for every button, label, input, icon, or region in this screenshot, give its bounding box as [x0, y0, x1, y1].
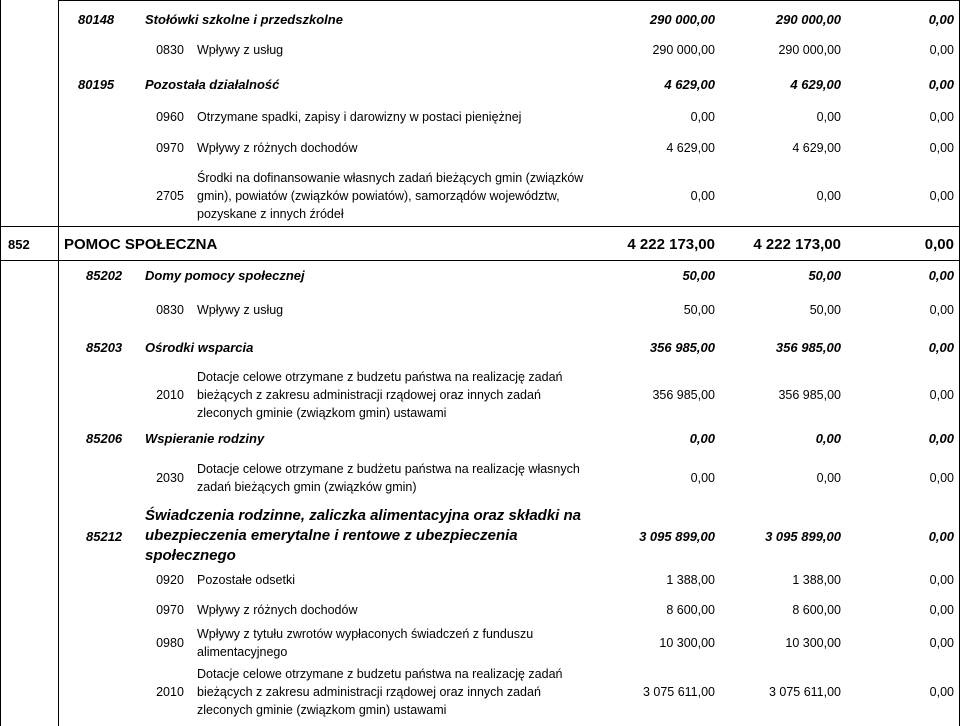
value-executed: 290 000,00 [778, 43, 841, 57]
value-plan: 1 388,00 [666, 573, 715, 587]
value-executed: 4 629,00 [792, 141, 841, 155]
value-executed: 290 000,00 [775, 11, 841, 27]
row-name: Wpływy z usług [197, 303, 284, 317]
row-code: 2010 [156, 388, 184, 402]
value-plan: 290 000,00 [649, 11, 715, 27]
row-name: Domy pomocy społecznej [145, 267, 305, 283]
row-name: Dotacje celowe otrzymane z budżetu państwa na realizację własnych zadań bieżących gmin (związków gmin) [197, 462, 580, 494]
row-name: Środki na dofinansowanie własnych zadań bieżących gmin (związków gmin), powiatów (związków powiatów), samorządów województw, pozyskane z innych źródeł [197, 171, 584, 221]
row-name: Wpływy z tytułu zwrotów wypłaconych świadczeń z funduszu alimentacyjnego [197, 627, 534, 659]
value-executed: 0,00 [816, 471, 841, 485]
value-executed: 1 388,00 [792, 573, 841, 587]
value-plan: 3 075 611,00 [642, 685, 715, 699]
value-difference: 0,00 [929, 303, 954, 317]
value-difference: 0,00 [929, 189, 954, 203]
value-executed: 3 075 611,00 [768, 685, 841, 699]
value-difference: 0,00 [929, 685, 954, 699]
section-line [0, 260, 960, 261]
row-code: 80195 [78, 76, 115, 92]
row-code: 0980 [156, 636, 184, 650]
value-executed: 10 300,00 [785, 636, 841, 650]
value-difference: 0,00 [929, 388, 954, 402]
value-difference: 0,00 [924, 235, 954, 253]
value-difference: 0,00 [929, 471, 954, 485]
row-name: Ośrodki wsparcia [145, 339, 254, 355]
value-executed: 8 600,00 [792, 603, 841, 617]
row-code: 2705 [156, 189, 184, 203]
row-code: 80148 [78, 11, 115, 27]
value-difference: 0,00 [929, 603, 954, 617]
col-divider [58, 0, 59, 726]
row-code: 0970 [156, 603, 184, 617]
value-executed: 356 985,00 [775, 339, 841, 355]
row-code: 2030 [156, 471, 184, 485]
value-difference: 0,00 [928, 11, 954, 27]
row-code: 85202 [86, 267, 123, 283]
value-executed: 4 222 173,00 [753, 235, 841, 253]
row-name: Stołówki szkolne i przedszkolne [145, 11, 343, 27]
value-plan: 4 629,00 [664, 76, 715, 92]
row-code: 0970 [156, 141, 184, 155]
value-difference: 0,00 [928, 528, 954, 544]
row-code: 0960 [156, 110, 184, 124]
value-executed: 0,00 [815, 430, 841, 446]
value-plan: 4 222 173,00 [627, 235, 715, 253]
value-difference: 0,00 [929, 43, 954, 57]
value-plan: 3 095 899,00 [639, 528, 715, 544]
row-code: 0920 [156, 573, 184, 587]
value-plan: 0,00 [690, 189, 715, 203]
value-plan: 50,00 [683, 303, 715, 317]
value-executed: 356 985,00 [778, 388, 841, 402]
value-plan: 356 985,00 [649, 339, 715, 355]
row-code: 0830 [156, 303, 184, 317]
value-difference: 0,00 [929, 573, 954, 587]
row-name: Pozostała działalność [145, 76, 280, 92]
row-name: Świadczenia rodzinne, zaliczka alimentacyjna oraz składki na ubezpieczenia emerytalne i rentowe z ubezpieczenia społecznego [145, 507, 582, 564]
row-name: Wpływy z różnych dochodów [197, 603, 358, 617]
value-difference: 0,00 [928, 339, 954, 355]
value-plan: 290 000,00 [652, 43, 715, 57]
top-border [58, 0, 960, 1]
value-plan: 0,00 [689, 430, 715, 446]
left-border [0, 0, 1, 726]
section-code: 852 [8, 236, 30, 252]
row-name: Wpływy z różnych dochodów [197, 141, 358, 155]
row-name: Dotacje celowe otrzymane z budzetu państwa na realizację zadań bieżących z zakresu administracji rządowej oraz innych zadań zleconych gminie (związkom gmin) ustawami [197, 370, 563, 420]
row-code: 85212 [86, 528, 123, 544]
row-name: Pozostałe odsetki [197, 573, 295, 587]
value-executed: 4 629,00 [790, 76, 841, 92]
row-name: Otrzymane spadki, zapisy i darowizny w postaci pieniężnej [197, 110, 522, 124]
value-plan: 0,00 [690, 471, 715, 485]
value-plan: 10 300,00 [659, 636, 715, 650]
section-name: POMOC SPOŁECZNA [64, 235, 218, 253]
value-difference: 0,00 [928, 76, 954, 92]
value-difference: 0,00 [929, 141, 954, 155]
value-executed: 0,00 [816, 189, 841, 203]
value-plan: 8 600,00 [666, 603, 715, 617]
row-code: 85206 [86, 430, 123, 446]
value-plan: 0,00 [690, 110, 715, 124]
value-difference: 0,00 [928, 267, 954, 283]
row-name: Wspieranie rodziny [145, 430, 265, 446]
value-executed: 3 095 899,00 [765, 528, 841, 544]
value-plan: 4 629,00 [666, 141, 715, 155]
value-difference: 0,00 [929, 636, 954, 650]
value-difference: 0,00 [929, 110, 954, 124]
value-plan: 50,00 [682, 267, 715, 283]
row-code: 2010 [156, 685, 184, 699]
value-plan: 356 985,00 [652, 388, 715, 402]
value-executed: 0,00 [816, 110, 841, 124]
row-name: Wpływy z usług [197, 43, 284, 57]
row-code: 0830 [156, 43, 184, 57]
value-executed: 50,00 [809, 303, 841, 317]
section-line [0, 226, 960, 227]
row-name: Dotacje celowe otrzymane z budzetu państwa na realizację zadań bieżących z zakresu administracji rządowej oraz innych zadań zleconych gminie (związkom gmin) ustawami [197, 667, 563, 717]
row-code: 85203 [86, 339, 123, 355]
value-difference: 0,00 [928, 430, 954, 446]
value-executed: 50,00 [808, 267, 841, 283]
